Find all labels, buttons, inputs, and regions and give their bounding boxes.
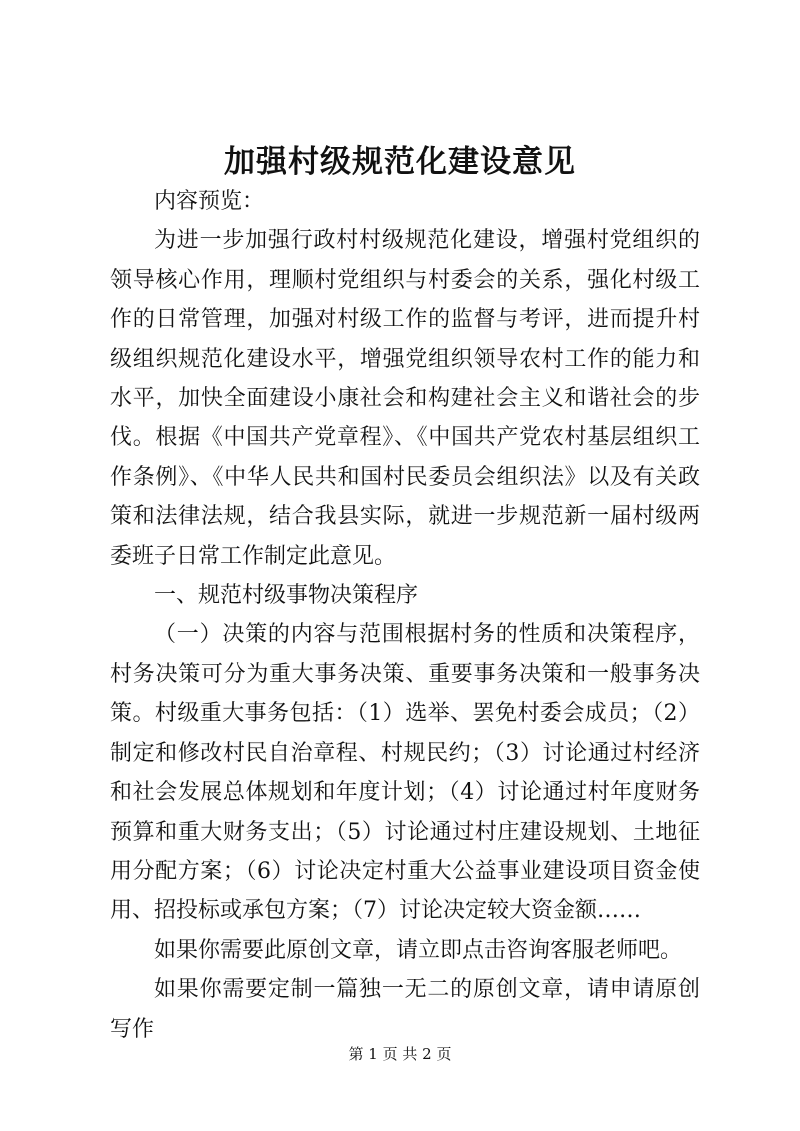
section-heading: 一、规范村级事物决策程序 [154, 583, 419, 609]
consult-link-text[interactable]: 如果你需要此原创文章，请立即点击咨询客服老师吧。 [154, 937, 683, 963]
section-paragraph: （一）决策的内容与范围根据村务的性质和决策程序，村务决策可分为重大事务决策、重要事务决策和一般事务决策。村级重大事务包括：（1）选举、罢免村委会成员；（2）制定和修改村民自治章程、村规民约；（3）讨论通过村经济和社会发展总体规划和年度计划；（4）讨论通过村年度财务预算和重大财务支出；（5）讨论通过村庄建设规划、土地征用分配方案；（6）讨论决定村重大公益事业建设项目资金使用、招投标或承包方案；（7）讨论决定较大资金额…… [110, 622, 700, 924]
document-body [110, 182, 700, 1049]
document-title: 加强村级规范化建设意见 [224, 144, 576, 180]
preview-label: 内容预览： [154, 189, 265, 214]
intro-paragraph: 为进一步加强行政村村级规范化建设，增强村党组织的领导核心作用，理顺村党组织与村委会的关系，强化村级工作的日常管理，加强对村级工作的监督与考评，进而提升村级组织规范化建设水平，增强党组织领导农村工作的能力和水平，加快全面建设小康社会和构建社会主义和谐社会的步伐。根据《中国共产党章程》、《中国共产党农村基层组织工作条例》、《中华人民共和国村民委员会组织法》以及有关政策和法律法规，结合我县实际，就进一步规范新一届村级两委班子日常工作制定此意见。 [110, 228, 700, 569]
custom-writing-text[interactable]: 如果你需要定制一篇独一无二的原创文章，请申请原创写作 [110, 977, 700, 1042]
page-footer: 第 1 页 共 2 页 [348, 1045, 452, 1063]
